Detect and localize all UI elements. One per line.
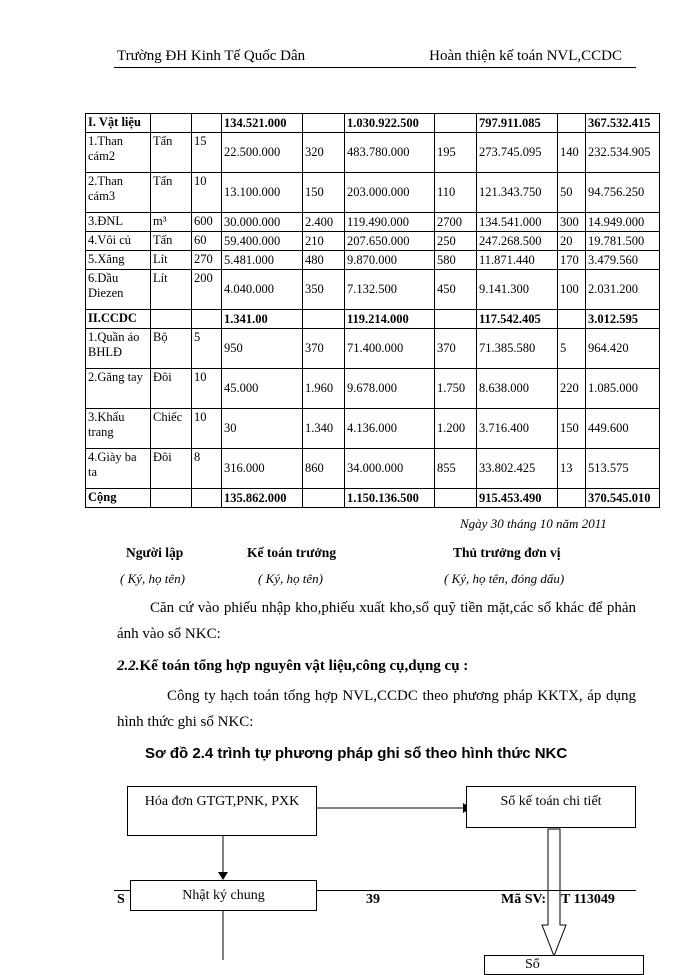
table-cell: 50	[558, 173, 586, 213]
table-cell: 10	[192, 409, 222, 449]
table-cell: Đôi	[151, 369, 192, 409]
table-cell: 119.490.000	[345, 213, 435, 232]
table-cell: 22.500.000	[222, 133, 303, 173]
table-cell: 7.132.500	[345, 270, 435, 310]
table-cell: I. Vật liệu	[86, 114, 151, 133]
header-right: Hoàn thiện kế toán NVL,CCDC	[429, 48, 622, 64]
table-cell: 2.400	[303, 213, 345, 232]
table-cell: 8.638.000	[477, 369, 558, 409]
section-number: 2.2.	[117, 658, 140, 674]
table-cell: Bộ	[151, 329, 192, 369]
table-cell: 134.521.000	[222, 114, 303, 133]
table-cell: 273.745.095	[477, 133, 558, 173]
table-cell: 480	[303, 251, 345, 270]
table-cell: 4.136.000	[345, 409, 435, 449]
table-cell: 4.Vôi củ	[86, 232, 151, 251]
table-cell: 119.214.000	[345, 310, 435, 329]
table-cell: Cộng	[86, 489, 151, 508]
box-detail-ledger: Sổ kế toán chi tiết	[466, 786, 636, 828]
box-general-journal: Nhật ký chung	[130, 880, 317, 911]
table-cell: 134.541.000	[477, 213, 558, 232]
table-cell: 150	[558, 409, 586, 449]
table-cell: 483.780.000	[345, 133, 435, 173]
box-ledger-bottom: Sổ	[484, 955, 644, 975]
table-cell: 1.960	[303, 369, 345, 409]
table-cell: 203.000.000	[345, 173, 435, 213]
table-cell: 9.678.000	[345, 369, 435, 409]
table-cell: 316.000	[222, 449, 303, 489]
table-cell: 5.481.000	[222, 251, 303, 270]
table-cell: 232.534.905	[586, 133, 660, 173]
student-label: Mã SV:	[501, 892, 546, 907]
table-cell: 4.Giày ba ta	[86, 449, 151, 489]
signature-director: Thủ trưởng đơn vị	[453, 545, 561, 560]
table-cell: 1.750	[435, 369, 477, 409]
table-cell: 250	[435, 232, 477, 251]
table-cell: 3.479.560	[586, 251, 660, 270]
table-cell: 71.385.580	[477, 329, 558, 369]
table-cell: 1.085.000	[586, 369, 660, 409]
header-left: Trường ĐH Kinh Tế Quốc Dân	[117, 48, 306, 64]
table-cell: Lít	[151, 251, 192, 270]
table-cell: 964.420	[586, 329, 660, 369]
table-cell: 2.Găng tay	[86, 369, 151, 409]
table-cell: 320	[303, 133, 345, 173]
table-cell: 3.Khẩu trang	[86, 409, 151, 449]
table-cell: 13.100.000	[222, 173, 303, 213]
table-cell: 797.911.085	[477, 114, 558, 133]
table-cell: 915.453.490	[477, 489, 558, 508]
table-cell: 30.000.000	[222, 213, 303, 232]
table-cell: 10	[192, 173, 222, 213]
table-cell: 150	[303, 173, 345, 213]
page-number: 39	[366, 892, 380, 907]
table-cell: 59.400.000	[222, 232, 303, 251]
table-cell: 135.862.000	[222, 489, 303, 508]
table-cell: Lít	[151, 270, 192, 310]
paragraph-1: Căn cứ vào phiếu nhập kho,phiếu xuất kho,sổ quỹ tiền mặt,các sổ khác để phản ánh vào sổ NKC:	[117, 600, 636, 642]
table-cell: 210	[303, 232, 345, 251]
table-cell: 100	[558, 270, 586, 310]
table-cell: 5	[558, 329, 586, 369]
table-cell: 34.000.000	[345, 449, 435, 489]
table-cell: 140	[558, 133, 586, 173]
paragraph-2: Công ty hạch toán tổng hợp NVL,CCDC theo phương pháp KKTX, áp dụng hình thức ghi sổ NKC:	[117, 688, 636, 730]
table-cell: 20	[558, 232, 586, 251]
table-cell: 9.141.300	[477, 270, 558, 310]
table-cell: 5.Xăng	[86, 251, 151, 270]
table-cell: 855	[435, 449, 477, 489]
table-cell: 2.Than cám3	[86, 173, 151, 213]
table-cell: 247.268.500	[477, 232, 558, 251]
table-cell: m³	[151, 213, 192, 232]
table-cell: 170	[558, 251, 586, 270]
table-cell: Đôi	[151, 449, 192, 489]
table-cell: 207.650.000	[345, 232, 435, 251]
box-invoice: Hóa đơn GTGT,PNK, PXK	[127, 786, 317, 836]
table-cell: 9.870.000	[345, 251, 435, 270]
table-cell: 33.802.425	[477, 449, 558, 489]
table-cell: 449.600	[586, 409, 660, 449]
table-cell: 270	[192, 251, 222, 270]
table-cell: 110	[435, 173, 477, 213]
table-cell: 1.340	[303, 409, 345, 449]
table-cell: 1.Quần áo BHLĐ	[86, 329, 151, 369]
table-cell: 121.343.750	[477, 173, 558, 213]
arrowhead-journal	[218, 872, 228, 880]
table-cell: Tấn	[151, 173, 192, 213]
table-cell: 450	[435, 270, 477, 310]
table-cell: 71.400.000	[345, 329, 435, 369]
table-cell: 1.030.922.500	[345, 114, 435, 133]
table-cell: 513.575	[586, 449, 660, 489]
table-cell: 2700	[435, 213, 477, 232]
table-cell: 94.756.250	[586, 173, 660, 213]
table-cell: 117.542.405	[477, 310, 558, 329]
report-date: Ngày 30 tháng 10 năm 2011	[460, 516, 607, 531]
table-cell: 5	[192, 329, 222, 369]
table-cell: Tấn	[151, 232, 192, 251]
diagram-title: Sơ đồ 2.4 trình tự phương pháp ghi sổ theo hình thức NKC	[145, 745, 568, 762]
table-cell: Chiếc	[151, 409, 192, 449]
section-title: Kế toán tổng hợp nguyên vật liệu,công cụ,dụng cụ :	[139, 658, 469, 674]
table-cell: 19.781.500	[586, 232, 660, 251]
table-cell: 200	[192, 270, 222, 310]
table-cell: 600	[192, 213, 222, 232]
table-cell: 220	[558, 369, 586, 409]
table-cell: 8	[192, 449, 222, 489]
signature-director-note: ( Ký, họ tên, đóng dấu)	[444, 571, 565, 586]
table-cell: 3.716.400	[477, 409, 558, 449]
table-cell: 1.150.136.500	[345, 489, 435, 508]
signature-preparer: Người lập	[126, 545, 184, 560]
table-cell: 10	[192, 369, 222, 409]
table-cell: 30	[222, 409, 303, 449]
table-cell: 14.949.000	[586, 213, 660, 232]
table-cell: 3.012.595	[586, 310, 660, 329]
table-cell: 370	[435, 329, 477, 369]
table-cell: 6.Dầu Diezen	[86, 270, 151, 310]
table-cell: 350	[303, 270, 345, 310]
student-id: T 113049	[561, 892, 615, 907]
table-cell: 370.545.010	[586, 489, 660, 508]
table-cell: 950	[222, 329, 303, 369]
table-cell: II.CCDC	[86, 310, 151, 329]
table-cell: 13	[558, 449, 586, 489]
signature-preparer-note: ( Ký, họ tên)	[120, 571, 185, 586]
table-cell: 300	[558, 213, 586, 232]
table-cell: 370	[303, 329, 345, 369]
table-cell: 580	[435, 251, 477, 270]
table-cell: Tấn	[151, 133, 192, 173]
table-cell: 3.ĐNL	[86, 213, 151, 232]
table-cell: 1.341.00	[222, 310, 303, 329]
table-cell: 195	[435, 133, 477, 173]
table-cell: 45.000	[222, 369, 303, 409]
table-cell: 1.Than cám2	[86, 133, 151, 173]
signature-accountant-note: ( Ký, họ tên)	[258, 571, 323, 586]
table-cell: 60	[192, 232, 222, 251]
table-cell: 860	[303, 449, 345, 489]
signature-accountant: Kế toán trưởng	[247, 545, 337, 560]
table-cell: 4.040.000	[222, 270, 303, 310]
table-cell: 1.200	[435, 409, 477, 449]
table-cell: 15	[192, 133, 222, 173]
table-cell: 11.871.440	[477, 251, 558, 270]
table-cell: 367.532.415	[586, 114, 660, 133]
footer-left: S	[117, 892, 125, 907]
table-cell: 2.031.200	[586, 270, 660, 310]
